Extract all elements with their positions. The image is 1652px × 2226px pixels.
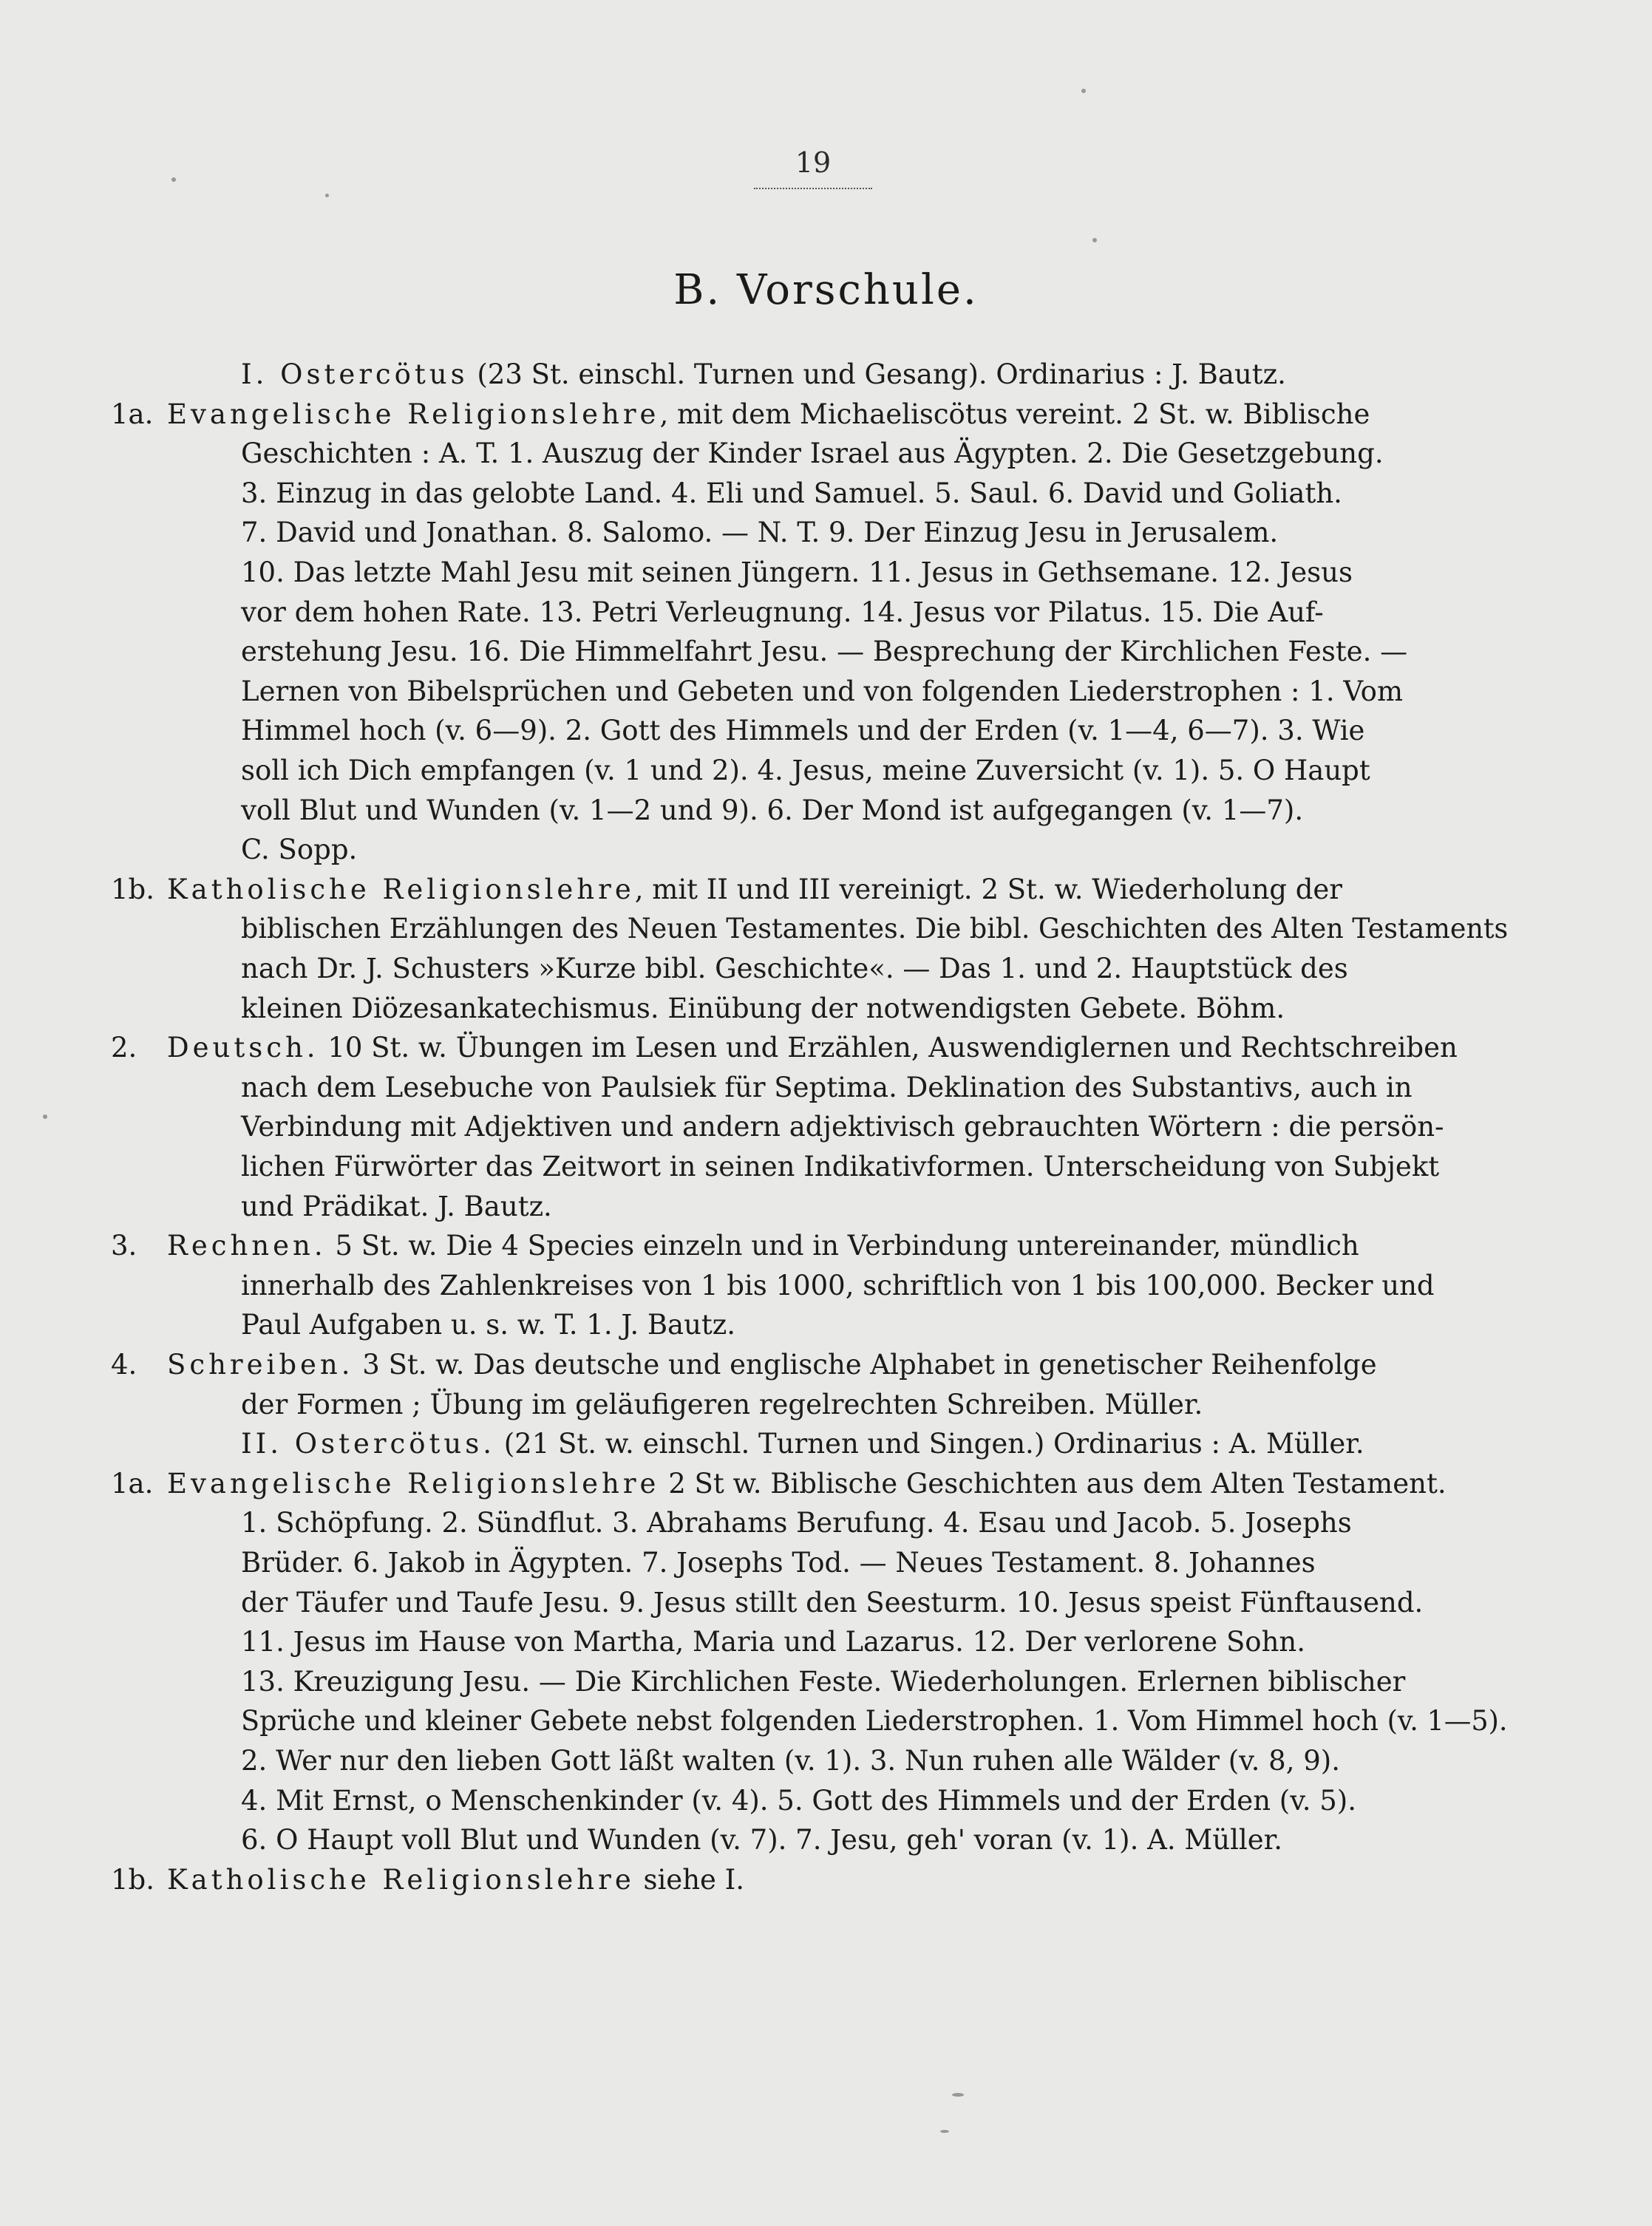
- text-line: [241, 358, 1286, 390]
- spaced-heading: Schreiben.: [167, 1349, 354, 1381]
- spaced-heading: I. Ostercötus: [241, 358, 469, 390]
- line-text: 2 St w. Biblische Geschichten aus dem Alten Testament.: [659, 1467, 1447, 1500]
- text-line: [167, 1032, 1458, 1064]
- page-number: 19: [795, 146, 832, 179]
- text-line: [241, 1388, 1203, 1420]
- text-line: [241, 1745, 1340, 1777]
- line-text: lichen Fürwörter das Zeitwort in seinen Indikativformen. Unterscheidung von Subjekt: [241, 1151, 1440, 1182]
- text-line: [167, 1349, 1377, 1381]
- text-line: [241, 1507, 1352, 1539]
- text-line: [241, 596, 1324, 628]
- text-line: [167, 398, 1370, 430]
- page-number-rule: [754, 185, 872, 189]
- line-text: 1. Schöpfung. 2. Sündflut. 3. Abrahams Berufung. 4. Esau und Jacob. 5. Josephs: [241, 1507, 1352, 1539]
- text-line: [241, 1309, 736, 1341]
- line-text: 6. O Haupt voll Blut und Wunden (v. 7). 7. Jesu, geh' voran (v. 1). A. Müller.: [241, 1824, 1283, 1856]
- text-line: [241, 1626, 1305, 1658]
- line-text: biblischen Erzählungen des Neuen Testamentes. Die bibl. Geschichten des Alten Testaments: [241, 913, 1509, 945]
- line-text: 4. Mit Ernst, o Menschenkinder (v. 4). 5. Gott des Himmels und der Erden (v. 5).: [241, 1784, 1356, 1817]
- item-number: 4.: [111, 1349, 137, 1381]
- line-text: 3. Einzug in das gelobte Land. 4. Eli und Samuel. 5. Saul. 6. David und Goliath.: [241, 477, 1342, 509]
- text-line: [241, 757, 1370, 784]
- spaced-heading: Katholische Religionslehre: [167, 1863, 635, 1896]
- scan-speck: [940, 2130, 949, 2133]
- item-number: 1b.: [111, 1863, 154, 1896]
- text-line: [241, 1707, 1508, 1735]
- text-line: [241, 1586, 1424, 1619]
- line-text: Sprüche und kleiner Gebete nebst folgenden Liederstrophen. 1. Vom Himmel hoch (v. 1—5).: [241, 1705, 1508, 1737]
- item-number: 1a.: [111, 1467, 154, 1500]
- text-line: [241, 1153, 1439, 1180]
- text-line: [167, 1467, 1447, 1500]
- line-text: (21 St. w. einschl. Turnen und Singen.) Ordinarius : A. Müller.: [494, 1428, 1364, 1460]
- item-number: 1b.: [111, 873, 154, 905]
- scan-speck: [1092, 238, 1097, 242]
- text-line: [241, 556, 1353, 588]
- spaced-heading: Katholische Religionslehre: [167, 873, 635, 905]
- line-text: der Formen ; Übung im geläufigeren regelrechten Schreiben. Müller.: [241, 1388, 1203, 1420]
- line-text: voll Blut und Wunden (v. 1—2 und 9). 6. Der Mond ist aufgegangen (v. 1—7).: [241, 794, 1304, 826]
- text-line: [241, 1190, 552, 1222]
- text-line: [241, 636, 1408, 668]
- line-text: und Prädikat. J. Bautz.: [241, 1190, 552, 1222]
- text-line: [241, 1784, 1356, 1817]
- line-text: , mit II und III vereinigt. 2 St. w. Wiederholung der: [634, 873, 1342, 905]
- line-text: Brüder. 6. Jakob in Ägypten. 7. Josephs Tod. — Neues Testament. 8. Johannes: [241, 1547, 1316, 1579]
- line-text: Paul Aufgaben u. s. w. T. 1. J. Bautz.: [241, 1309, 736, 1341]
- text-line: [241, 1428, 1364, 1460]
- scan-speck: [1081, 89, 1086, 93]
- text-line: [241, 794, 1304, 826]
- text-line: [241, 675, 1404, 707]
- text-line: [241, 1111, 1444, 1143]
- line-text: nach dem Lesebuche von Paulsiek für Septima. Deklination des Substantivs, auch in: [241, 1071, 1413, 1103]
- line-text: innerhalb des Zahlenkreises von 1 bis 1000, schriftlich von 1 bis 100,000. Becker und: [241, 1269, 1435, 1301]
- item-number: 2.: [111, 1032, 137, 1064]
- line-text: soll ich Dich empfangen (v. 1 und 2). 4. Jesus, meine Zuversicht (v. 1). 5. O Haupt: [241, 755, 1370, 786]
- text-line: [241, 1665, 1406, 1698]
- text-line: [241, 438, 1384, 470]
- line-text: 13. Kreuzigung Jesu. — Die Kirchlichen Feste. Wiederholungen. Erlernen biblischer: [241, 1665, 1406, 1698]
- line-text: (23 St. einschl. Turnen und Gesang). Ordinarius : J. Bautz.: [468, 358, 1286, 390]
- line-text: siehe I.: [634, 1863, 745, 1896]
- line-text: Verbindung mit Adjektiven und andern adjektivisch gebrauchten Wörtern : die persön-: [241, 1111, 1444, 1143]
- line-text: erstehung Jesu. 16. Die Himmelfahrt Jesu. — Besprechung der Kirchlichen Feste. —: [241, 636, 1408, 668]
- text-line: [241, 477, 1342, 509]
- scan-speck: [171, 177, 176, 182]
- text-line: [241, 1826, 1282, 1854]
- scan-speck: [325, 194, 329, 197]
- spaced-heading: Deutsch.: [167, 1032, 319, 1064]
- text-line: [241, 1071, 1413, 1103]
- line-text: vor dem hohen Rate. 13. Petri Verleugnung. 14. Jesus vor Pilatus. 15. Die Auf-: [241, 596, 1324, 628]
- line-text: Lernen von Bibelsprüchen und Gebeten und von folgenden Liederstrophen : 1. Vom: [241, 675, 1404, 707]
- line-text: nach Dr. J. Schusters »Kurze bibl. Geschichte«. — Das 1. und 2. Hauptstück des: [241, 953, 1348, 984]
- spaced-heading: Evangelische Religionslehre: [167, 398, 660, 430]
- spaced-heading: Evangelische Religionslehre: [167, 1467, 660, 1500]
- scan-speck: [43, 1114, 47, 1119]
- text-line: [241, 992, 1285, 1024]
- line-text: 10. Das letzte Mahl Jesu mit seinen Jüngern. 11. Jesus in Gethsemane. 12. Jesus: [241, 556, 1353, 588]
- text-line: [241, 1269, 1435, 1301]
- line-text: , mit dem Michaeliscötus vereint. 2 St. w. Biblische: [659, 398, 1370, 430]
- line-text: kleinen Diözesankatechismus. Einübung der notwendigsten Gebete. Böhm.: [241, 992, 1285, 1024]
- item-number: 1a.: [111, 398, 154, 430]
- text-line: [241, 517, 1279, 549]
- spaced-heading: II. Ostercötus.: [241, 1428, 495, 1460]
- text-line: [241, 715, 1365, 747]
- text-line: [241, 1547, 1316, 1579]
- line-text: 7. David und Jonathan. 8. Salomo. — N. T. 9. Der Einzug Jesu in Jerusalem.: [241, 517, 1279, 549]
- line-text: 10 St. w. Übungen im Lesen und Erzählen, Auswendiglernen und Rechtschreiben: [319, 1032, 1458, 1064]
- item-number: 3.: [111, 1230, 137, 1262]
- text-line: [167, 873, 1342, 905]
- line-text: 2. Wer nur den lieben Gott läßt walten (v. 1). 3. Nun ruhen alle Wälder (v. 8, 9).: [241, 1745, 1340, 1777]
- line-text: 11. Jesus im Hause von Martha, Maria und Lazarus. 12. Der verlorene Sohn.: [241, 1626, 1305, 1658]
- section-title: B. Vorschule.: [673, 266, 979, 314]
- line-text: 5 St. w. Die 4 Species einzeln und in Verbindung untereinander, mündlich: [326, 1230, 1359, 1262]
- text-line: [241, 834, 358, 866]
- line-text: Himmel hoch (v. 6—9). 2. Gott des Himmels und der Erden (v. 1—4, 6—7). 3. Wie: [241, 715, 1365, 747]
- text-line: [167, 1230, 1359, 1262]
- line-text: Geschichten : A. T. 1. Auszug der Kinder Israel aus Ägypten. 2. Die Gesetzgebung.: [241, 438, 1384, 470]
- line-text: C. Sopp.: [241, 834, 358, 866]
- line-text: 3 St. w. Das deutsche und englische Alphabet in genetischer Reihenfolge: [353, 1349, 1377, 1381]
- text-line: [167, 1863, 745, 1896]
- scan-speck: [952, 2093, 964, 2097]
- spaced-heading: Rechnen.: [167, 1230, 327, 1262]
- text-line: [241, 955, 1348, 982]
- text-line: [241, 913, 1509, 945]
- line-text: der Täufer und Taufe Jesu. 9. Jesus stillt den Seesturm. 10. Jesus speist Fünftausend.: [241, 1586, 1424, 1619]
